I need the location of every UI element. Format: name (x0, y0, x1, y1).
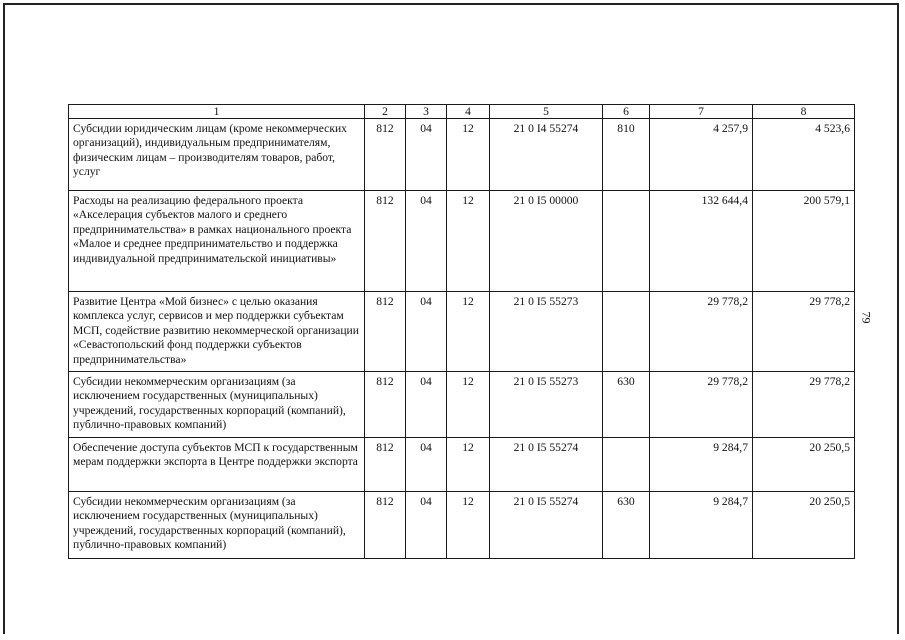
row-target-article: 21 0 I5 55274 (490, 438, 603, 492)
header-cell-5: 5 (490, 105, 603, 119)
row-section: 04 (406, 492, 447, 559)
row-expense-type (603, 292, 650, 372)
table-row (69, 438, 855, 492)
row-name: Обеспечение доступа субъектов МСП к государственным мерам поддержки экспорта в Центре поддержки экспорта (69, 438, 365, 492)
row-subsection: 12 (447, 492, 490, 559)
row-expense-type: 630 (603, 492, 650, 559)
row-ministry-code: 812 (365, 492, 406, 559)
row-ministry-code: 812 (365, 191, 406, 292)
row-subsection: 12 (447, 292, 490, 372)
row-target-article: 21 0 I5 55274 (490, 492, 603, 559)
row-section: 04 (406, 292, 447, 372)
row-amount-col8: 29 778,2 (753, 372, 855, 438)
row-expense-type: 630 (603, 372, 650, 438)
row-name: Субсидии юридическим лицам (кроме некоммерческих организаций), индивидуальным предпринимателям, физическим лицам – производителям товаров, работ, услуг (69, 119, 365, 191)
row-name: Субсидии некоммерческим организациям (за исключением государственных (муниципальных) учреждений, государственных корпораций (компаний), публично-правовых компаний) (69, 372, 365, 438)
row-amount-col7: 29 778,2 (650, 292, 753, 372)
header-cell-7: 7 (650, 105, 753, 119)
header-cell-4: 4 (447, 105, 490, 119)
row-amount-col8: 20 250,5 (753, 492, 855, 559)
header-cell-3: 3 (406, 105, 447, 119)
row-target-article: 21 0 I5 55273 (490, 372, 603, 438)
table-row (69, 292, 855, 372)
row-subsection: 12 (447, 372, 490, 438)
header-cell-8: 8 (753, 105, 855, 119)
row-name: Субсидии некоммерческим организациям (за исключением государственных (муниципальных) учреждений, государственных корпораций (компаний), публично-правовых компаний) (69, 492, 365, 559)
table-row (69, 372, 855, 438)
table-row (69, 492, 855, 559)
table-row (69, 119, 855, 191)
row-expense-type (603, 191, 650, 292)
row-amount-col7: 9 284,7 (650, 492, 753, 559)
row-amount-col7: 9 284,7 (650, 438, 753, 492)
row-section: 04 (406, 438, 447, 492)
row-ministry-code: 812 (365, 372, 406, 438)
row-amount-col8: 20 250,5 (753, 438, 855, 492)
budget-table (68, 104, 855, 559)
header-cell-6: 6 (603, 105, 650, 119)
row-amount-col8: 29 778,2 (753, 292, 855, 372)
row-subsection: 12 (447, 191, 490, 292)
header-cell-2: 2 (365, 105, 406, 119)
row-section: 04 (406, 191, 447, 292)
row-section: 04 (406, 372, 447, 438)
page-number: 79 (859, 311, 874, 324)
row-name: Расходы на реализацию федерального проекта «Акселерация субъектов малого и среднего предпринимательства» в рамках национального проекта «Малое и среднее предпринимательство и поддержка индивидуальной предпринимательской инициативы» (69, 191, 365, 292)
row-ministry-code: 812 (365, 119, 406, 191)
row-ministry-code: 812 (365, 292, 406, 372)
row-expense-type (603, 438, 650, 492)
row-expense-type: 810 (603, 119, 650, 191)
header-cell-1: 1 (69, 105, 365, 119)
row-target-article: 21 0 I4 55274 (490, 119, 603, 191)
row-ministry-code: 812 (365, 438, 406, 492)
table-row (69, 191, 855, 292)
row-subsection: 12 (447, 119, 490, 191)
row-amount-col8: 4 523,6 (753, 119, 855, 191)
row-target-article: 21 0 I5 00000 (490, 191, 603, 292)
row-section: 04 (406, 119, 447, 191)
row-amount-col7: 29 778,2 (650, 372, 753, 438)
header-row (69, 105, 855, 119)
row-amount-col7: 132 644,4 (650, 191, 753, 292)
row-amount-col8: 200 579,1 (753, 191, 855, 292)
row-name: Развитие Центра «Мой бизнес» с целью оказания комплекса услуг, сервисов и мер поддержки субъектам МСП, содействие развитию некоммерческой организации «Севастопольский фонд поддержки субъектов предпринимательства» (69, 292, 365, 372)
row-subsection: 12 (447, 438, 490, 492)
row-amount-col7: 4 257,9 (650, 119, 753, 191)
row-target-article: 21 0 I5 55273 (490, 292, 603, 372)
